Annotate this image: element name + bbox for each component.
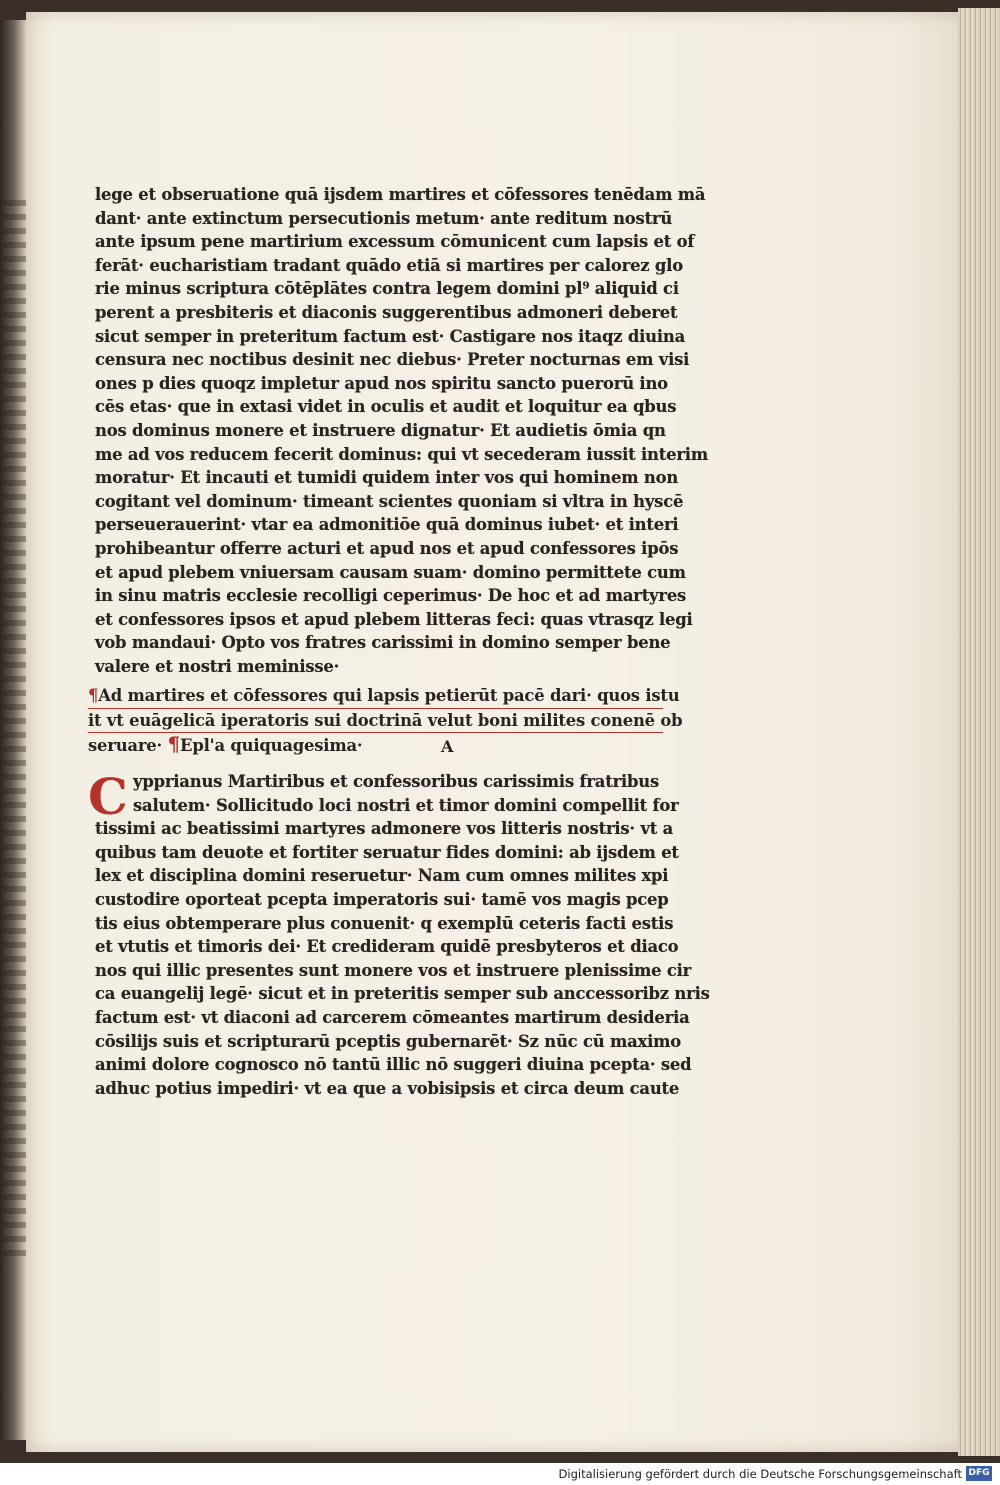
text-line: cēs etas· que in extasi videt in oculis et audit et loquitur ea qbus — [95, 397, 677, 417]
text-line: me ad vos reducem fecerit dominus: qui vt secederam iussit interim — [95, 444, 708, 464]
dfg-logo: DFG — [966, 1466, 992, 1481]
text-line: vob mandaui· Opto vos fratres carissimi in domino semper bene — [95, 633, 671, 653]
rubric-text: Ad martires et cōfessores qui lapsis petierūt pacē dari· quos istu — [98, 686, 680, 705]
bleed-through-text — [4, 200, 26, 1260]
epistle-heading: Epl'a quiquagesima· — [180, 736, 363, 755]
text-line: et apud plebem vniuersam causam suam· domino permittete cum — [95, 562, 686, 582]
text-line: nos dominus monere et instruere dignatur· Et audietis ōmia qn — [95, 420, 666, 440]
rubric-text: it vt euāgelicā iperatoris sui doctrinā velut boni milites conenē ob — [88, 710, 683, 730]
text-line: lege et obseruatione quā ijsdem martires et cōfessores tenēdam mā — [95, 185, 706, 204]
text-line: quibus tam deuote et fortiter seruatur fides domini: ab ijsdem et — [95, 842, 679, 862]
text-line: dant· ante extinctum persecutionis metum· ante reditum nostrū — [95, 208, 673, 228]
text-line: adhuc potius impediri· vt ea que a vobisipsis et circa deum caute — [95, 1078, 680, 1098]
text-line: animi dolore cognosco nō tantū illic nō suggeri diuina pcepta· sed — [95, 1055, 692, 1075]
text-line: salutem· Sollicitudo loci nostri et timor domini compellit for — [133, 795, 679, 815]
text-line: valere et nostri meminisse· — [95, 656, 340, 676]
text-line: cogitant vel dominum· timeant scientes quoniam si vltra in hyscē — [95, 491, 684, 511]
text-line: nos qui illic presentes sunt monere vos et instruere plenissime cir — [95, 960, 692, 980]
text-line: ante ipsum pene martirium excessum cōmunicent cum lapsis et of — [95, 232, 695, 252]
paragraph-mark: ¶ — [167, 732, 181, 756]
text-line: ferāt· eucharistiam tradant quādo etiā si martires per calorez glo — [95, 255, 683, 275]
text-line: rie minus scriptura cōtēplātes contra legem domini pl⁹ aliquid ci — [95, 279, 679, 299]
text-line: tis eius obtemperare plus conuenit· q exemplū ceteris facti estis — [95, 913, 674, 933]
rubric-heading — [88, 684, 683, 758]
text-line: et vtutis et timoris dei· Et credideram quidē presbyteros et diaco — [95, 937, 679, 957]
text-line: factum est· vt diaconi ad carcerem cōmeantes martirum desideria — [95, 1007, 690, 1027]
text-line: moratur· Et incauti et tumidi quidem inter vos qui hominem non — [95, 468, 679, 488]
text-line: perseuerauerint· vtar ea admonitiōe quā dominus iubet· et interi — [95, 515, 679, 535]
text-line: ones p dies quoqz impletur apud nos spiritu sancto puerorū ino — [95, 373, 668, 393]
text-block-lower — [95, 770, 710, 1100]
footer-bar — [0, 1463, 1000, 1485]
rubric-text: seruare· — [88, 736, 162, 755]
text-line: ca euangelij legē· sicut et in preteritis semper sub anccessoribz nris — [95, 984, 710, 1004]
text-line: perent a presbiteris et diaconis suggerentibus admoneri deberet — [95, 302, 678, 322]
rubric-line — [88, 684, 680, 709]
text-line: censura nec noctibus desinit nec diebus· Preter nocturnas em visi — [95, 350, 690, 370]
text-line: et confessores ipsos et apud plebem litteras feci: quas vtrasqz legi — [95, 609, 693, 629]
rubric-line — [88, 709, 683, 734]
text-line: custodire oporteat pcepta imperatoris sui· tamē vos magis pcep — [95, 889, 669, 909]
initial-letter: C — [88, 767, 128, 826]
text-block-upper — [95, 183, 708, 678]
signature-marker: A — [441, 737, 454, 756]
text-line: tissimi ac beatissimi martyres admonere vos litteris nostris· vt a — [95, 819, 674, 839]
text-line: prohibeantur offerre acturi et apud nos et apud confessores ipōs — [95, 538, 679, 558]
text-line: ypprianus Martiribus et confessoribus carissimis fratribus — [133, 772, 660, 791]
page-stack-edge — [958, 8, 1000, 1456]
rubric-line — [88, 733, 663, 758]
text-line: in sinu matris ecclesie recolligi ceperimus· De hoc et ad martyres — [95, 586, 687, 606]
text-line: sicut semper in preteritum factum est· Castigare nos itaqz diuina — [95, 326, 686, 346]
paragraph-mark: ¶ — [88, 686, 99, 705]
footer-credit: Digitalisierung gefördert durch die Deutsche Forschungsgemeinschaft — [558, 1467, 962, 1481]
text-line: lex et disciplina domini reseruetur· Nam cum omnes milites xpi — [95, 866, 669, 886]
text-line: cōsilijs suis et scripturarū pceptis gubernarēt· Sz nūc cū maximo — [95, 1031, 681, 1051]
